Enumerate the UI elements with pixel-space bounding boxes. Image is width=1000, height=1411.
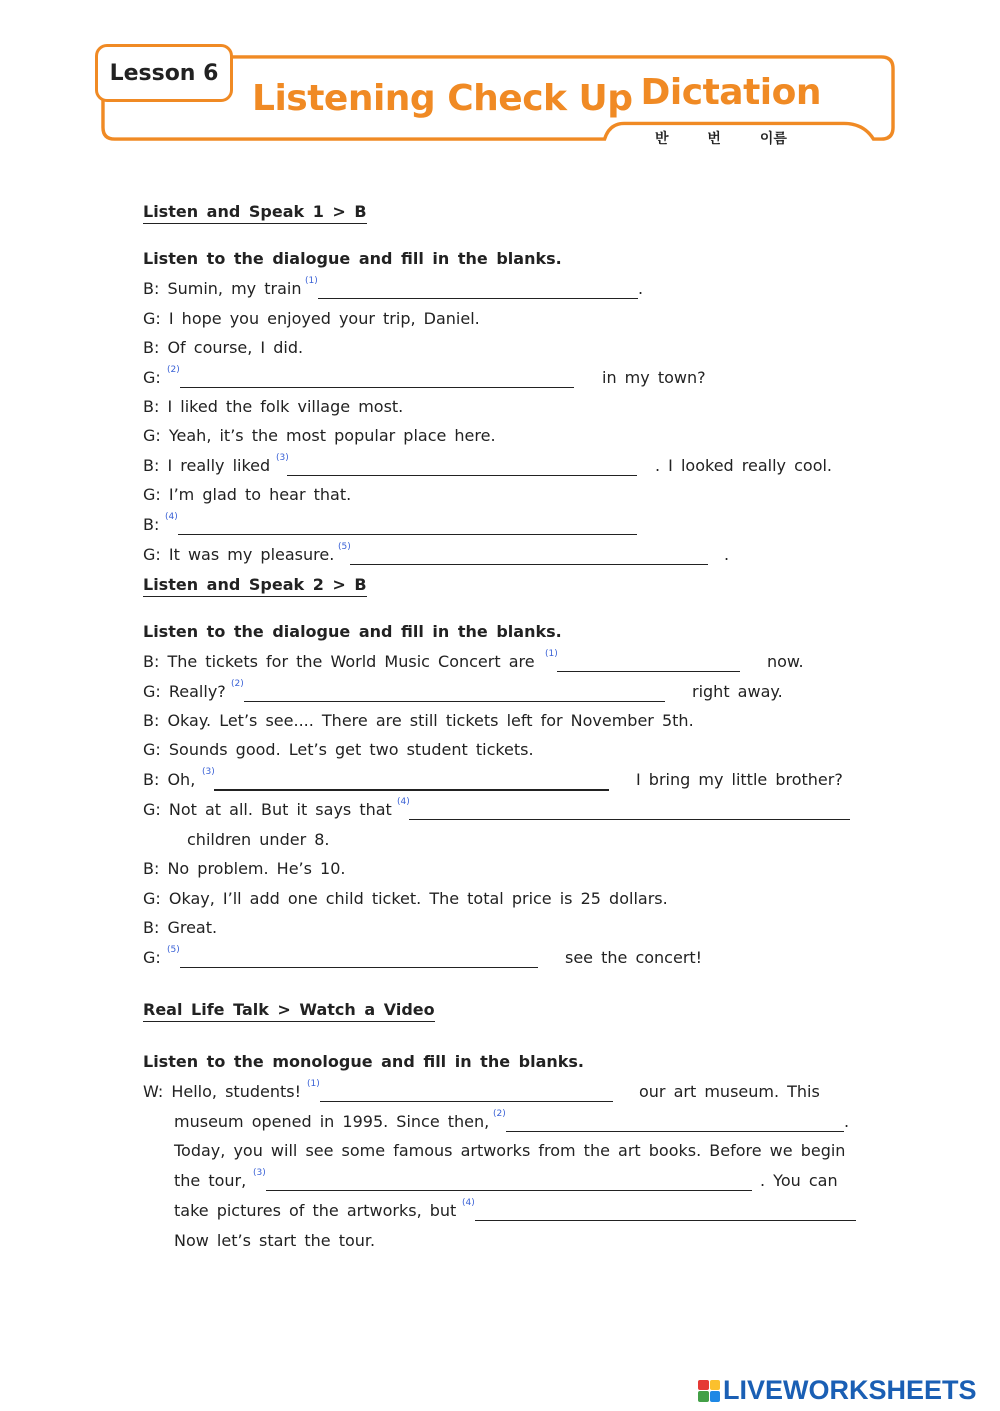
dialogue-line: I bring my little brother?: [636, 770, 843, 789]
blank-marker: (2): [493, 1109, 506, 1119]
dialogue-line: G:: [143, 368, 161, 387]
blank-marker: (3): [253, 1168, 266, 1178]
blank-marker: (3): [202, 767, 215, 777]
answer-blank[interactable]: [350, 564, 708, 565]
blank-marker: (5): [338, 542, 351, 552]
blank-marker: (4): [462, 1198, 475, 1208]
name-label: 이름: [759, 131, 787, 147]
section-heading: Listen and Speak 2 > B: [143, 575, 367, 597]
dialogue-line: G: I hope you enjoyed your trip, Daniel.: [143, 309, 480, 328]
answer-blank[interactable]: [214, 789, 609, 791]
title-dictation: Dictation: [640, 72, 821, 113]
dialogue-line: G: It was my pleasure.: [143, 545, 335, 564]
answer-blank[interactable]: [180, 387, 574, 388]
section-heading: Listen and Speak 1 > B: [143, 202, 367, 224]
class-label: 반: [655, 131, 669, 147]
dialogue-line: B: I really liked: [143, 456, 271, 475]
answer-blank[interactable]: [320, 1101, 613, 1102]
logo-icon: [698, 1380, 720, 1402]
dialogue-line: B: Okay. Let’s see.... There are still tickets left for November 5th.: [143, 711, 694, 730]
blank-marker: (2): [231, 679, 244, 689]
dialogue-line: B: The tickets for the World Music Concert are: [143, 652, 535, 671]
monologue-line: museum opened in 1995. Since then,: [174, 1112, 490, 1131]
dialogue-line: G: I’m glad to hear that.: [143, 485, 352, 504]
dialogue-line: see the concert!: [565, 948, 703, 967]
section-heading: Real Life Talk > Watch a Video: [143, 1000, 435, 1022]
number-label: 번: [707, 131, 721, 147]
blank-marker: (1): [545, 649, 558, 659]
dialogue-line: .: [724, 545, 730, 564]
blank-marker: (5): [167, 945, 180, 955]
dialogue-line: G: Not at all. But it says that: [143, 800, 392, 819]
dialogue-line: right away.: [692, 682, 783, 701]
dialogue-line: now.: [767, 652, 804, 671]
monologue-line: take pictures of the artworks, but: [174, 1201, 457, 1220]
page-title: [252, 72, 821, 119]
answer-blank[interactable]: [506, 1131, 844, 1132]
answer-blank[interactable]: [287, 475, 637, 476]
answer-blank[interactable]: [266, 1190, 752, 1191]
monologue-line: . You can: [760, 1171, 838, 1190]
dialogue-line: B: Great.: [143, 918, 218, 937]
dialogue-line: . I looked really cool.: [655, 456, 833, 475]
dialogue-line: B:: [143, 515, 160, 534]
dialogue-line: G: Okay, I’ll add one child ticket. The total price is 25 dollars.: [143, 889, 668, 908]
answer-blank[interactable]: [409, 819, 850, 820]
dialogue-line: G:: [143, 948, 161, 967]
answer-blank[interactable]: [475, 1220, 856, 1221]
dialogue-line: in my town?: [602, 368, 706, 387]
answer-blank[interactable]: [318, 298, 638, 299]
monologue-line: .: [844, 1112, 850, 1131]
instruction: Listen to the monologue and fill in the blanks.: [143, 1052, 585, 1071]
title-listening: Listening Check Up: [252, 78, 633, 119]
liveworksheets-logo[interactable]: [698, 1375, 977, 1406]
dialogue-line: .: [638, 279, 644, 298]
answer-blank[interactable]: [180, 967, 538, 968]
dialogue-line: B: No problem. He’s 10.: [143, 859, 346, 878]
dialogue-line: G: Yeah, it’s the most popular place here.: [143, 426, 496, 445]
blank-marker: (3): [276, 453, 289, 463]
dialogue-line: B: Sumin, my train: [143, 279, 302, 298]
dialogue-line: children under 8.: [187, 830, 330, 849]
dialogue-line: G: Really?: [143, 682, 226, 701]
blank-marker: (1): [305, 276, 318, 286]
answer-blank[interactable]: [178, 534, 637, 535]
monologue-line: Today, you will see some famous artworks from the art books. Before we begin: [174, 1141, 846, 1160]
monologue-line: W: Hello, students!: [143, 1082, 301, 1101]
lesson-badge: Lesson 6: [95, 44, 233, 102]
instruction: Listen to the dialogue and fill in the blanks.: [143, 622, 562, 641]
dialogue-line: B: Of course, I did.: [143, 338, 304, 357]
blank-marker: (1): [307, 1079, 320, 1089]
student-info: [655, 128, 821, 148]
dialogue-line: B: I liked the folk village most.: [143, 397, 404, 416]
answer-blank[interactable]: [557, 671, 740, 672]
monologue-line: Now let’s start the tour.: [174, 1231, 376, 1250]
monologue-line: our art museum. This: [639, 1082, 820, 1101]
answer-blank[interactable]: [244, 701, 665, 702]
blank-marker: (4): [397, 797, 410, 807]
blank-marker: (4): [165, 512, 178, 522]
dialogue-line: G: Sounds good. Let’s get two student tickets.: [143, 740, 534, 759]
dialogue-line: B: Oh,: [143, 770, 196, 789]
blank-marker: (2): [167, 365, 180, 375]
instruction: Listen to the dialogue and fill in the blanks.: [143, 249, 562, 268]
monologue-line: the tour,: [174, 1171, 247, 1190]
logo-text: LIVEWORKSHEETS: [723, 1375, 977, 1405]
